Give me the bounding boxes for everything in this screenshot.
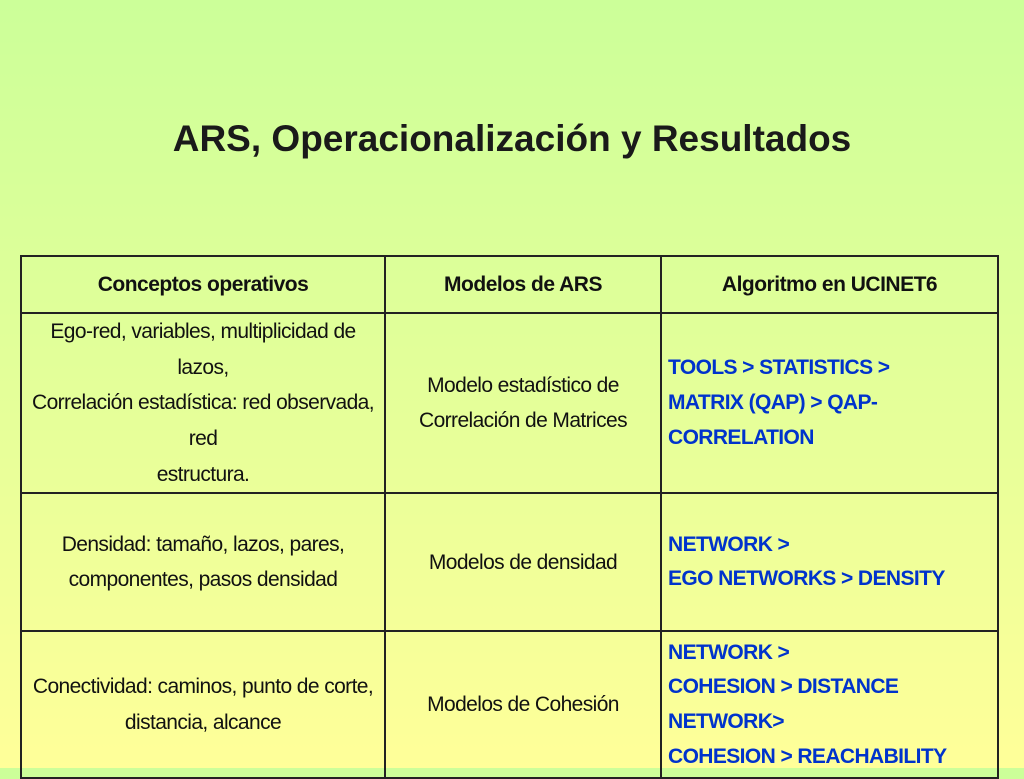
cell-algoritmo: NETWORK > EGO NETWORKS > DENSITY <box>661 493 998 631</box>
header-conceptos: Conceptos operativos <box>21 256 385 313</box>
table-row <box>21 313 998 493</box>
cell-modelo: Modelos de Cohesión <box>385 631 661 778</box>
table-row <box>21 631 998 778</box>
cell-modelo: Modelo estadístico de Correlación de Matrices <box>385 313 661 493</box>
header-algoritmo: Algoritmo en UCINET6 <box>661 256 998 313</box>
operationalization-table <box>20 255 999 779</box>
header-modelos: Modelos de ARS <box>385 256 661 313</box>
cell-concepto: Ego-red, variables, multiplicidad de lazos, Correlación estadística: red observada, red estructura. <box>21 313 385 493</box>
table-row <box>21 493 998 631</box>
table-header-row <box>21 256 998 313</box>
slide-title: ARS, Operacionalización y Resultados <box>172 118 852 159</box>
cell-concepto: Conectividad: caminos, punto de corte, distancia, alcance <box>21 631 385 778</box>
cell-concepto: Densidad: tamaño, lazos, pares, componentes, pasos densidad <box>21 493 385 631</box>
cell-algoritmo: TOOLS > STATISTICS > MATRIX (QAP) > QAP-CORRELATION <box>661 313 998 493</box>
cell-modelo: Modelos de densidad <box>385 493 661 631</box>
cell-algoritmo: NETWORK > COHESION > DISTANCE NETWORK> COHESION > REACHABILITY <box>661 631 998 778</box>
